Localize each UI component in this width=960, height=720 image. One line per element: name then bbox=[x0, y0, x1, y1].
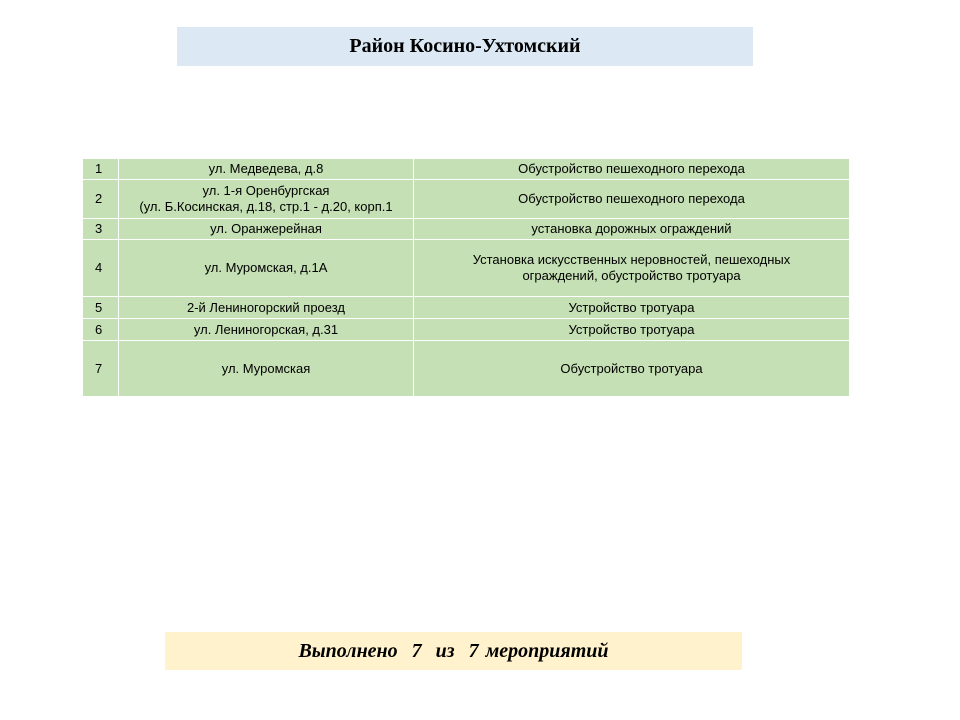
row-number: 5 bbox=[83, 297, 119, 319]
completion-summary: Выполнено 7 из 7 мероприятий bbox=[298, 639, 609, 662]
row-address: ул. Оранжерейная bbox=[119, 219, 414, 240]
row-address: ул. Лениногорская, д.31 bbox=[119, 319, 414, 341]
row-work: установка дорожных ограждений bbox=[414, 219, 850, 240]
table-row bbox=[83, 159, 850, 180]
row-address: 2-й Лениногорский проезд bbox=[119, 297, 414, 319]
row-work: Обустройство пешеходного перехода bbox=[414, 159, 850, 180]
row-work: Устройство тротуара bbox=[414, 297, 850, 319]
row-number: 2 bbox=[83, 180, 119, 219]
table-row bbox=[83, 219, 850, 240]
table-row bbox=[83, 297, 850, 319]
row-work: Устройство тротуара bbox=[414, 319, 850, 341]
works-table bbox=[82, 158, 850, 397]
row-work: Установка искусственных неровностей, пешеходных ограждений, обустройство тротуара bbox=[414, 240, 850, 297]
row-number: 3 bbox=[83, 219, 119, 240]
row-address: ул. Медведева, д.8 bbox=[119, 159, 414, 180]
row-number: 1 bbox=[83, 159, 119, 180]
row-work: Обустройство тротуара bbox=[414, 341, 850, 397]
page-title: Район Косино-Ухтомский bbox=[349, 35, 581, 57]
row-number: 6 bbox=[83, 319, 119, 341]
row-address: ул. 1-я Оренбургская (ул. Б.Косинская, д.18, стр.1 - д.20, корп.1 bbox=[119, 180, 414, 219]
row-address: ул. Муромская bbox=[119, 341, 414, 397]
row-number: 7 bbox=[83, 341, 119, 397]
table-row bbox=[83, 240, 850, 297]
row-work: Обустройство пешеходного перехода bbox=[414, 180, 850, 219]
title-banner bbox=[177, 27, 753, 66]
table-row bbox=[83, 180, 850, 219]
row-address: ул. Муромская, д.1А bbox=[119, 240, 414, 297]
table-row bbox=[83, 319, 850, 341]
row-number: 4 bbox=[83, 240, 119, 297]
summary-banner bbox=[165, 632, 742, 670]
table-row bbox=[83, 341, 850, 397]
